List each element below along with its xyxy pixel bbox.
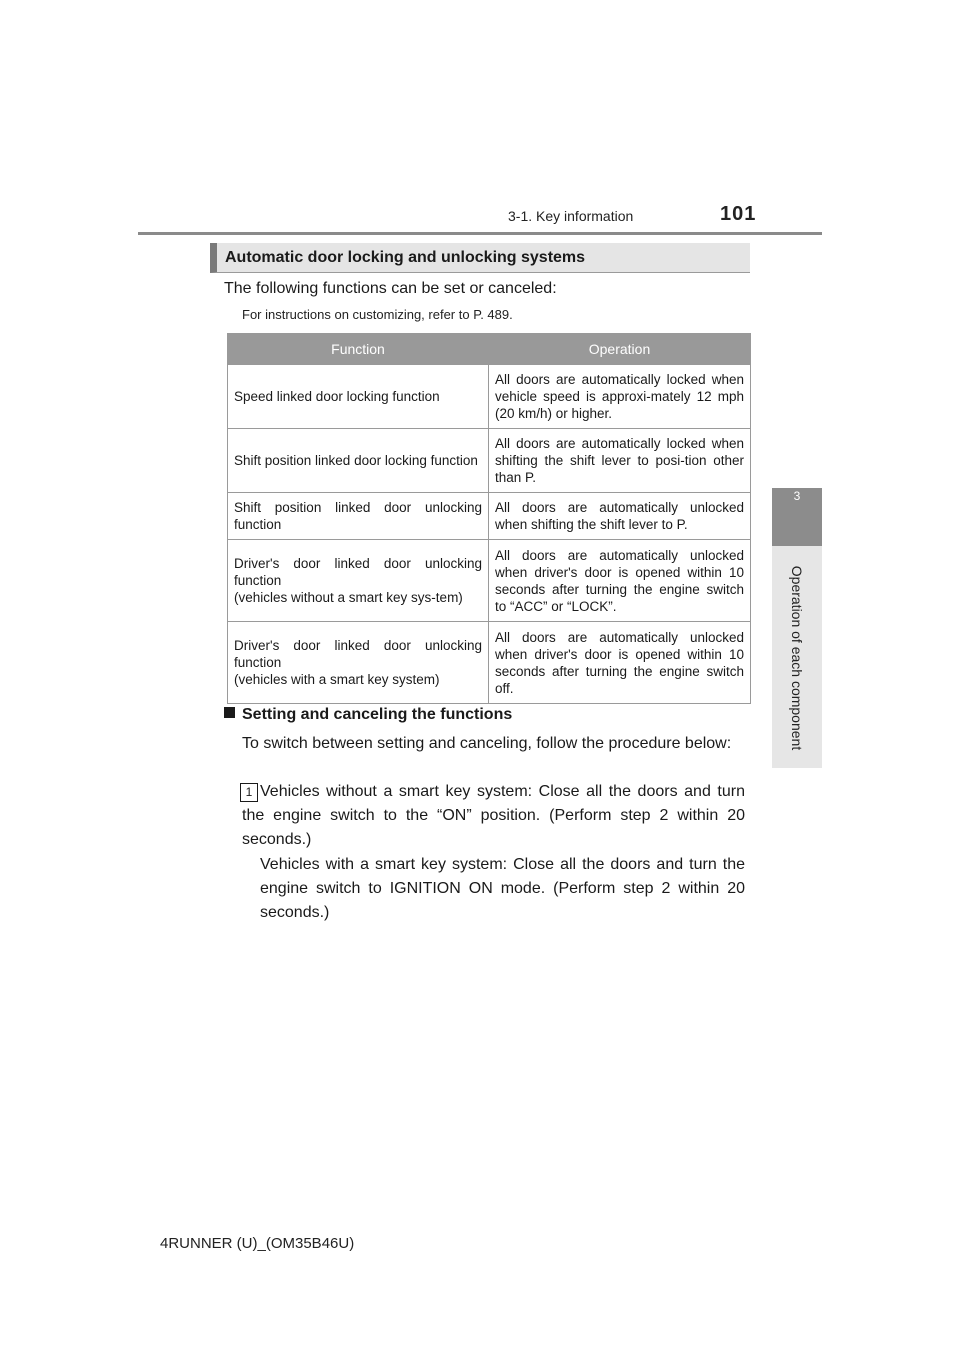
step-text-without-smart-key: Vehicles without a smart key system: Close all the doors and turn the engine switch to the “ON” position. (Perform step 2 within 20 seconds.): [242, 783, 745, 848]
step-number-box: 1: [240, 783, 258, 802]
operation-cell: All doors are automatically locked when shifting the shift lever to posi-tion other than P.: [489, 429, 751, 493]
customizing-note: For instructions on customizing, refer to P. 489.: [242, 307, 513, 322]
operation-cell: All doors are automatically unlocked when driver's door is opened within 10 seconds after turning the engine switch off.: [489, 622, 751, 704]
procedure-intro: To switch between setting and canceling, follow the procedure below:: [242, 735, 732, 752]
column-header-function: Function: [228, 334, 489, 365]
running-header-section: 3-1. Key information: [508, 208, 634, 224]
table-row: [228, 493, 751, 540]
chapter-title: Operation of each component: [789, 565, 805, 751]
section-heading: Automatic door locking and unlocking systems: [210, 243, 750, 273]
page-number: 101: [720, 203, 757, 225]
subsection-heading: [224, 706, 512, 724]
footer-model-code: 4RUNNER (U)_(OM35B46U): [160, 1235, 355, 1252]
functions-table: [227, 333, 751, 704]
chapter-number: 3: [793, 489, 801, 503]
table-row: [228, 429, 751, 493]
operation-cell: All doors are automatically locked when vehicle speed is approxi-mately 12 mph (20 km/h) or higher.: [489, 365, 751, 429]
header-rule: [138, 232, 822, 235]
column-header-operation: Operation: [489, 334, 751, 365]
subsection-heading-text: Setting and canceling the functions: [242, 706, 513, 723]
operation-cell: All doors are automatically unlocked when driver's door is opened within 10 seconds after turning the engine switch to “ACC” or “LOCK”.: [489, 540, 751, 622]
function-cell: Shift position linked door unlocking function: [228, 493, 489, 540]
square-bullet-icon: [224, 707, 235, 718]
section-intro: The following functions can be set or canceled:: [224, 280, 557, 297]
function-cell: Speed linked door locking function: [228, 365, 489, 429]
function-cell: Shift position linked door locking function: [228, 429, 489, 493]
table-header-row: [228, 334, 751, 365]
step-text-with-smart-key: Vehicles with a smart key system: Close all the doors and turn the engine switch to IGNITION ON mode. (Perform step 2 within 20 seconds.): [260, 856, 745, 921]
operation-cell: All doors are automatically unlocked when shifting the shift lever to P.: [489, 493, 751, 540]
table-row: [228, 622, 751, 704]
table-row: [228, 365, 751, 429]
function-cell: Driver's door linked door unlocking function (vehicles with a smart key system): [228, 622, 489, 704]
function-cell: Driver's door linked door unlocking function (vehicles without a smart key sys-tem): [228, 540, 489, 622]
table-row: [228, 540, 751, 622]
